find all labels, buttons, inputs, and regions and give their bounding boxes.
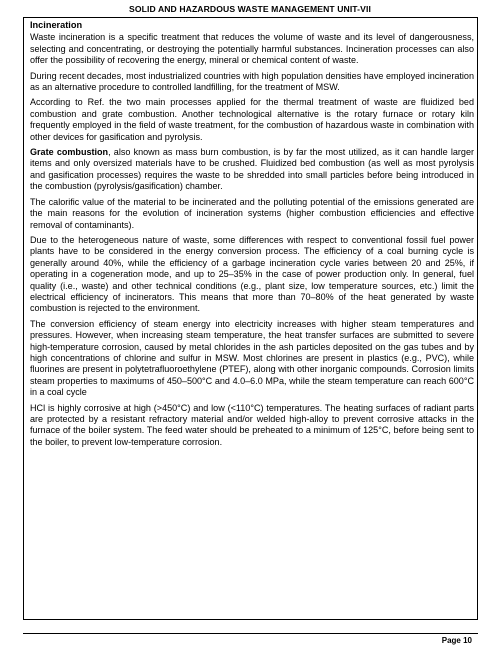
paragraph: During recent decades, most industrialized countries with high population densities have employed incineration as an alternative procedure to controlled landfilling, for the treatment of MSW. <box>30 70 474 93</box>
document-body <box>30 20 474 452</box>
paragraph: Due to the heterogeneous nature of waste, some differences with respect to conventional fossil fuel power plants have to be considered in the energy conversion process. The efficiency of a coal burning cycle is generally around 40%, while the efficiency of a garbage incineration cycle varies between 20 and 25%, if operating in a cogeneration mode, and up to 25–35% in the case of power production only. In general, fuel quality (i.e., waste) and other technical conditions (e.g., plant size, low temperature sources, etc.) limit the electrical efficiency of incinerators. This means that more than 70–80% of the heat generated by waste combustion is rejected to the environment. <box>30 234 474 314</box>
paragraph-grate-combustion <box>30 147 474 193</box>
footer-divider <box>23 633 478 634</box>
page-number: Page 10 <box>441 636 472 645</box>
paragraph: Waste incineration is a specific treatment that reduces the volume of waste and its level of dangerousness, selecting and concentrating, or destroying the potentially harmful substances. Incineration processes can also offer the possibility of recovering the energy, mineral or chemical content of waste. <box>30 32 474 66</box>
paragraph: According to Ref. the two main processes applied for the thermal treatment of waste are fluidized bed combustion and grate combustion. Another technological alternative is the rotary furnace or rotary kiln frequently employed in the field of waste treatment, for the combustion of hazardous waste in combination with other devices for gasification and pyrolysis. <box>30 97 474 142</box>
page-header-title: SOLID AND HAZARDOUS WASTE MANAGEMENT UNIT-VII <box>129 4 371 14</box>
term-grate-combustion: Grate combustion <box>30 147 109 158</box>
grate-combustion-text: , also known as mass burn combustion, is by far the most utilized, as it can handle larger items and only oversized materials have to be crushed. Fluidized bed combustion (as well as most pyrolysis and gasification processes) requires the waste to be shredded into small particles before being introduced in the combustion (pyrolysis/gasification) chamber. <box>30 147 474 192</box>
paragraph: The conversion efficiency of steam energy into electricity increases with higher steam temperatures and pressures. However, when increasing steam temperature, the heat transfer surfaces are submitted to severe high-temperature corrosion, caused by metal chlorides in the ash particles deposited on the gas tubes and by high concentrations of chlorine and sulfur in MSW. Most chlorines are present in plastics (e.g., PVC), while fluorines are present in polytetrafluoroethylene (PTEF), along with other inorganic compounds. Corrosion limits steam properties to maximums of 450–500°C and 4.0–6.0 MPa, while the steam temperature can reach 600°C in a coal cycle <box>30 318 474 398</box>
section-heading: Incineration <box>30 20 83 30</box>
paragraph: HCl is highly corrosive at high (>450°C) and low (<110°C) temperatures. The heating surfaces of radiant parts are protected by a resistant refractory material and/or welded high-alloy to prevent corrosive attacks in the furnace of the boiler system. The feed water should be preheated to a minimum of 125°C, before being sent to the boiler, to prevent low-temperature corrosion. <box>30 402 474 447</box>
paragraph: The calorific value of the material to be incinerated and the polluting potential of the emissions generated are the main reasons for the evolution of incineration systems (higher combustion efficiencies and effective removal of contaminants). <box>30 196 474 230</box>
